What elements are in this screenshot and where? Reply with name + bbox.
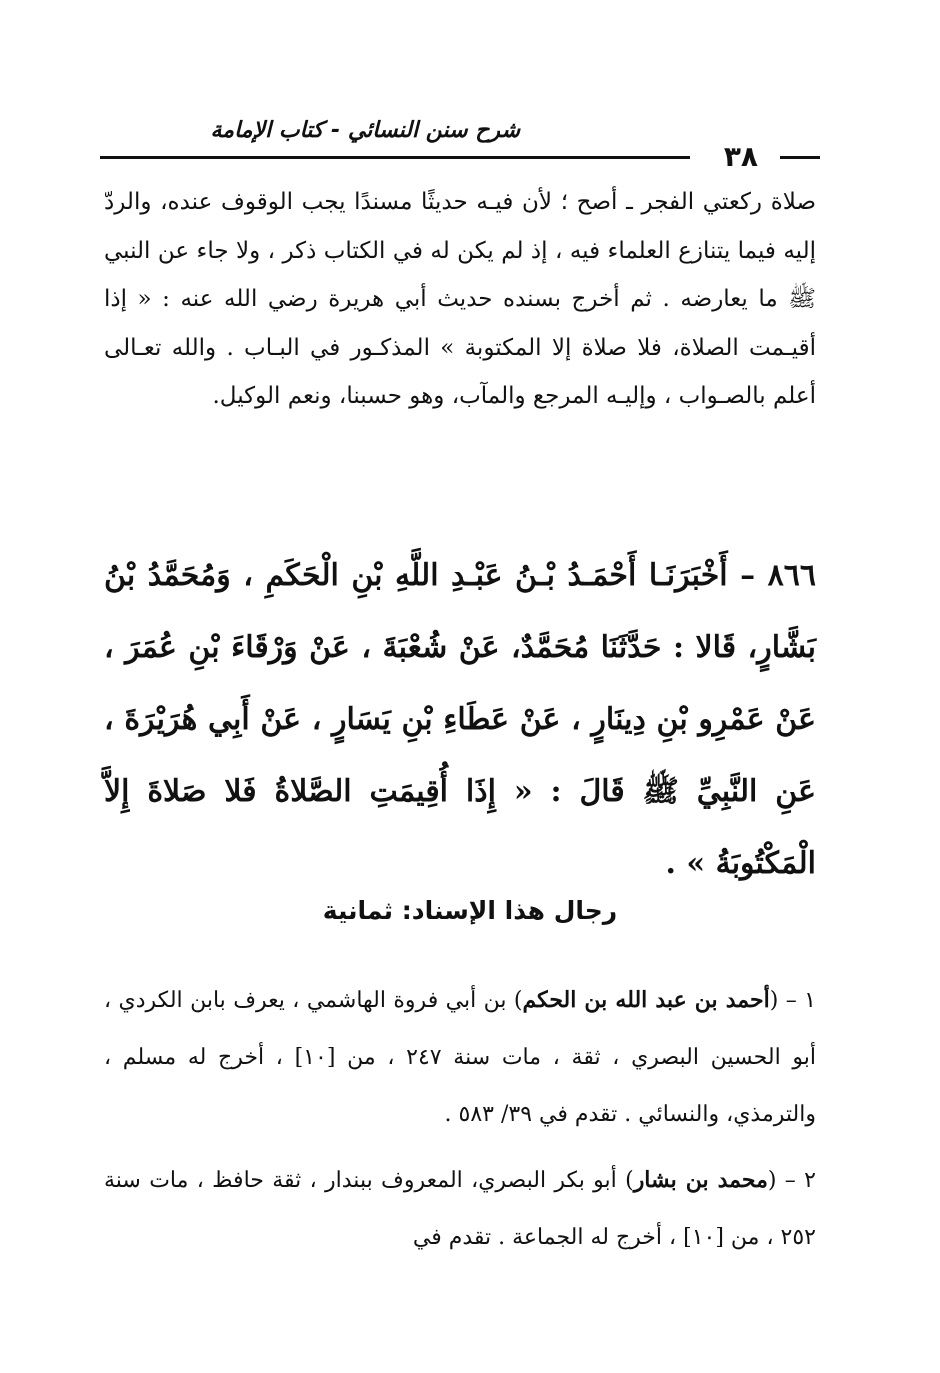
- narrator-1-text: ) بن أبي فروة الهاشمي ، يعرف بابن الكردي ، أبو الحسين البصري ، ثقة ، مات سنة ٢٤٧ ، من [١٠] ، أخرج له مسلم ، والترمذي، والنسائي . تقدم في ٣٩/ ٥٨٣ .: [104, 988, 816, 1127]
- commentary-paragraph: صلاة ركعتي الفجر ـ أصح ؛ لأن فيـه حديثًا مسندًا يجب الوقوف عنده، والردّ إليه فيما يتنازع العلماء فيه ، إذ لم يكن له في الكتاب ذكر ، ولا جاء عن النبي ﷺ ما يعارضه . ثم أخرج بسنده حديث أبي هريرة رضي الله عنه : « إذا أقيـمت الصلاة، فلا صلاة إلا المكتوبة » المذكـور في البـاب . والله تعـالى أعلم بالصـواب ، وإليـه المرجع والمآب، وهو حسبنا، ونعم الوكيل.: [104, 189, 816, 409]
- running-title: شرح سنن النسائي - كتاب الإمامة: [210, 118, 520, 143]
- page-number-dash: [780, 156, 820, 159]
- page-header: [100, 118, 820, 173]
- hadith-866: [104, 540, 816, 900]
- narrator-1-number: ١ – (: [769, 988, 816, 1013]
- header-rule: [100, 156, 690, 159]
- narrator-entry-1: [104, 972, 816, 1143]
- narrator-1-name: أحمد بن عبد الله بن الحكم: [522, 987, 770, 1013]
- narrator-2-number: ٢ – (: [767, 1168, 816, 1193]
- hadith-number: ٨٦٦ –: [740, 558, 817, 593]
- narrator-2-text: ) أبو بكر البصري، المعروف ببندار ، ثقة حافظ ، مات سنة ٢٥٢ ، من [١٠] ، أخرج له الجماعة . تقدم في: [104, 1168, 816, 1250]
- section-title: رجال هذا الإسناد: ثمانية: [322, 896, 618, 925]
- hadith-text: أَخْبَرَنَـا أَحْمَـدُ بْـنُ عَبْـدِ اللَّهِ بْنِ الْحَكَمِ ، وَمُحَمَّدُ بْنُ بَشَّارٍ، قَالا : حَدَّثَنَا مُحَمَّدٌ، عَنْ شُعْبَةَ ، عَنْ وَرْقَاءَ بْنِ عُمَرَ ، عَنْ عَمْرِو بْنِ دِينَارٍ ، عَنْ عَطَاءِ بْنِ يَسَارٍ ، عَنْ أَبِي هُرَيْرَةَ ، عَنِ النَّبِيِّ ﷺ قَالَ : « إِذَا أُقِيمَتِ الصَّلاةُ فَلا صَلاةَ إِلاَّ الْمَكْتُوبَةُ » .: [104, 558, 816, 881]
- narrator-2-name: محمد بن بشار: [633, 1167, 768, 1193]
- page-number: ٣٨: [723, 140, 758, 173]
- narrator-entry-2: [104, 1152, 816, 1266]
